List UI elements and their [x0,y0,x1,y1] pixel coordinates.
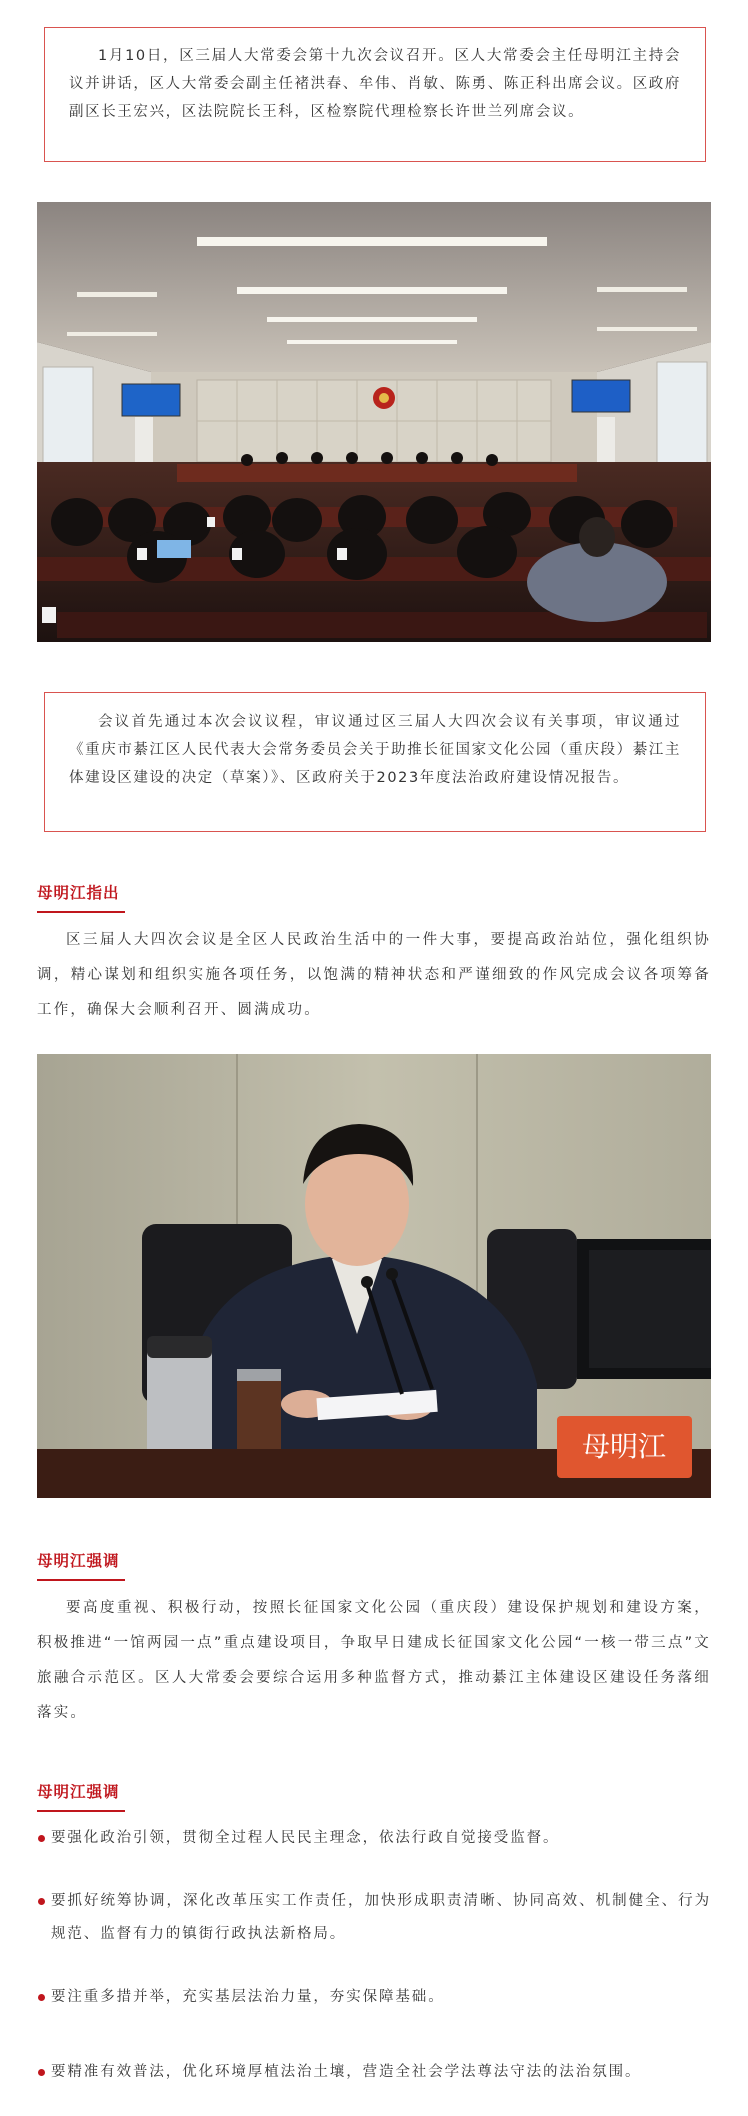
section3-underline [37,1810,125,1812]
meeting-hall-photo [37,202,711,642]
list-item [37,1885,711,1951]
agenda-box [44,692,706,832]
section2-text: 要高度重视、积极行动，按照长征国家文化公园（重庆段）建设保护规划和建设方案，积极推进“一馆两园一点”重点建设项目，争取早日建成长征国家文化公园“一核一带三点”文旅融合示范区。区人大常委会要综合运用多种监督方式，推动綦江主体建设区建设任务落细落实。 [37,1600,711,1721]
bullet-dot-icon [38,1898,45,1905]
nameplate-text: 母明江 [581,1430,667,1463]
list-item [37,1981,711,2014]
bullet-dot-icon [38,1994,45,2001]
bullet-text: 要精准有效普法，优化环境厚植法治土壤，营造全社会学法尊法守法的法治氛围。 [51,2064,642,2080]
bullet-dot-icon [38,2069,45,2076]
bullet-text: 要抓好统筹协调，深化改革压实工作责任，加快形成职责清晰、协同高效、机制健全、行为规范、监督有力的镇街行政执法新格局。 [51,1893,711,1942]
list-item [37,1822,711,1855]
bullet-text: 要强化政治引领，贯彻全过程人民民主理念，依法行政自觉接受监督。 [51,1830,560,1846]
agenda-text: 会议首先通过本次会议议程，审议通过区三届人大四次会议有关事项，审议通过《重庆市綦江区人民代表大会常务委员会关于助推长征国家文化公园（重庆段）綦江主体建设区建设的决定（草案）》、区政府关于2023年度法治政府建设情况报告。 [69,714,681,786]
list-item [37,2056,711,2089]
section2-title: 母明江强调 [37,1552,120,1570]
section1-heading [37,881,125,913]
meeting-hall-image [37,202,711,642]
bullet-text: 要注重多措并举，充实基层法治力量，夯实保障基础。 [51,1989,445,2005]
intro-text: 1月10日，区三届人大常委会第十九次会议召开。区人大常委会主任母明江主持会议并讲话，区人大常委会副主任褚洪春、牟伟、肖敏、陈勇、陈正科出席会议。区政府副区长王宏兴，区法院院长王科，区检察院代理检察长许世兰列席会议。 [69,48,681,120]
section3-title: 母明江强调 [37,1783,120,1801]
section1-underline [37,911,125,913]
intro-box [44,27,706,162]
speaker-image [37,1054,711,1498]
section2-heading [37,1549,125,1581]
bullet-dot-icon [38,1835,45,1842]
speaker-photo [37,1054,711,1498]
section2-underline [37,1579,125,1581]
section1-text: 区三届人大四次会议是全区人民政治生活中的一件大事，要提高政治站位，强化组织协调，精心谋划和组织实施各项任务，以饱满的精神状态和严谨细致的作风完成会议各项筹备工作，确保大会顺利召开、圆满成功。 [37,932,711,1018]
section3-heading [37,1780,125,1812]
section1-title: 母明江指出 [37,884,120,902]
